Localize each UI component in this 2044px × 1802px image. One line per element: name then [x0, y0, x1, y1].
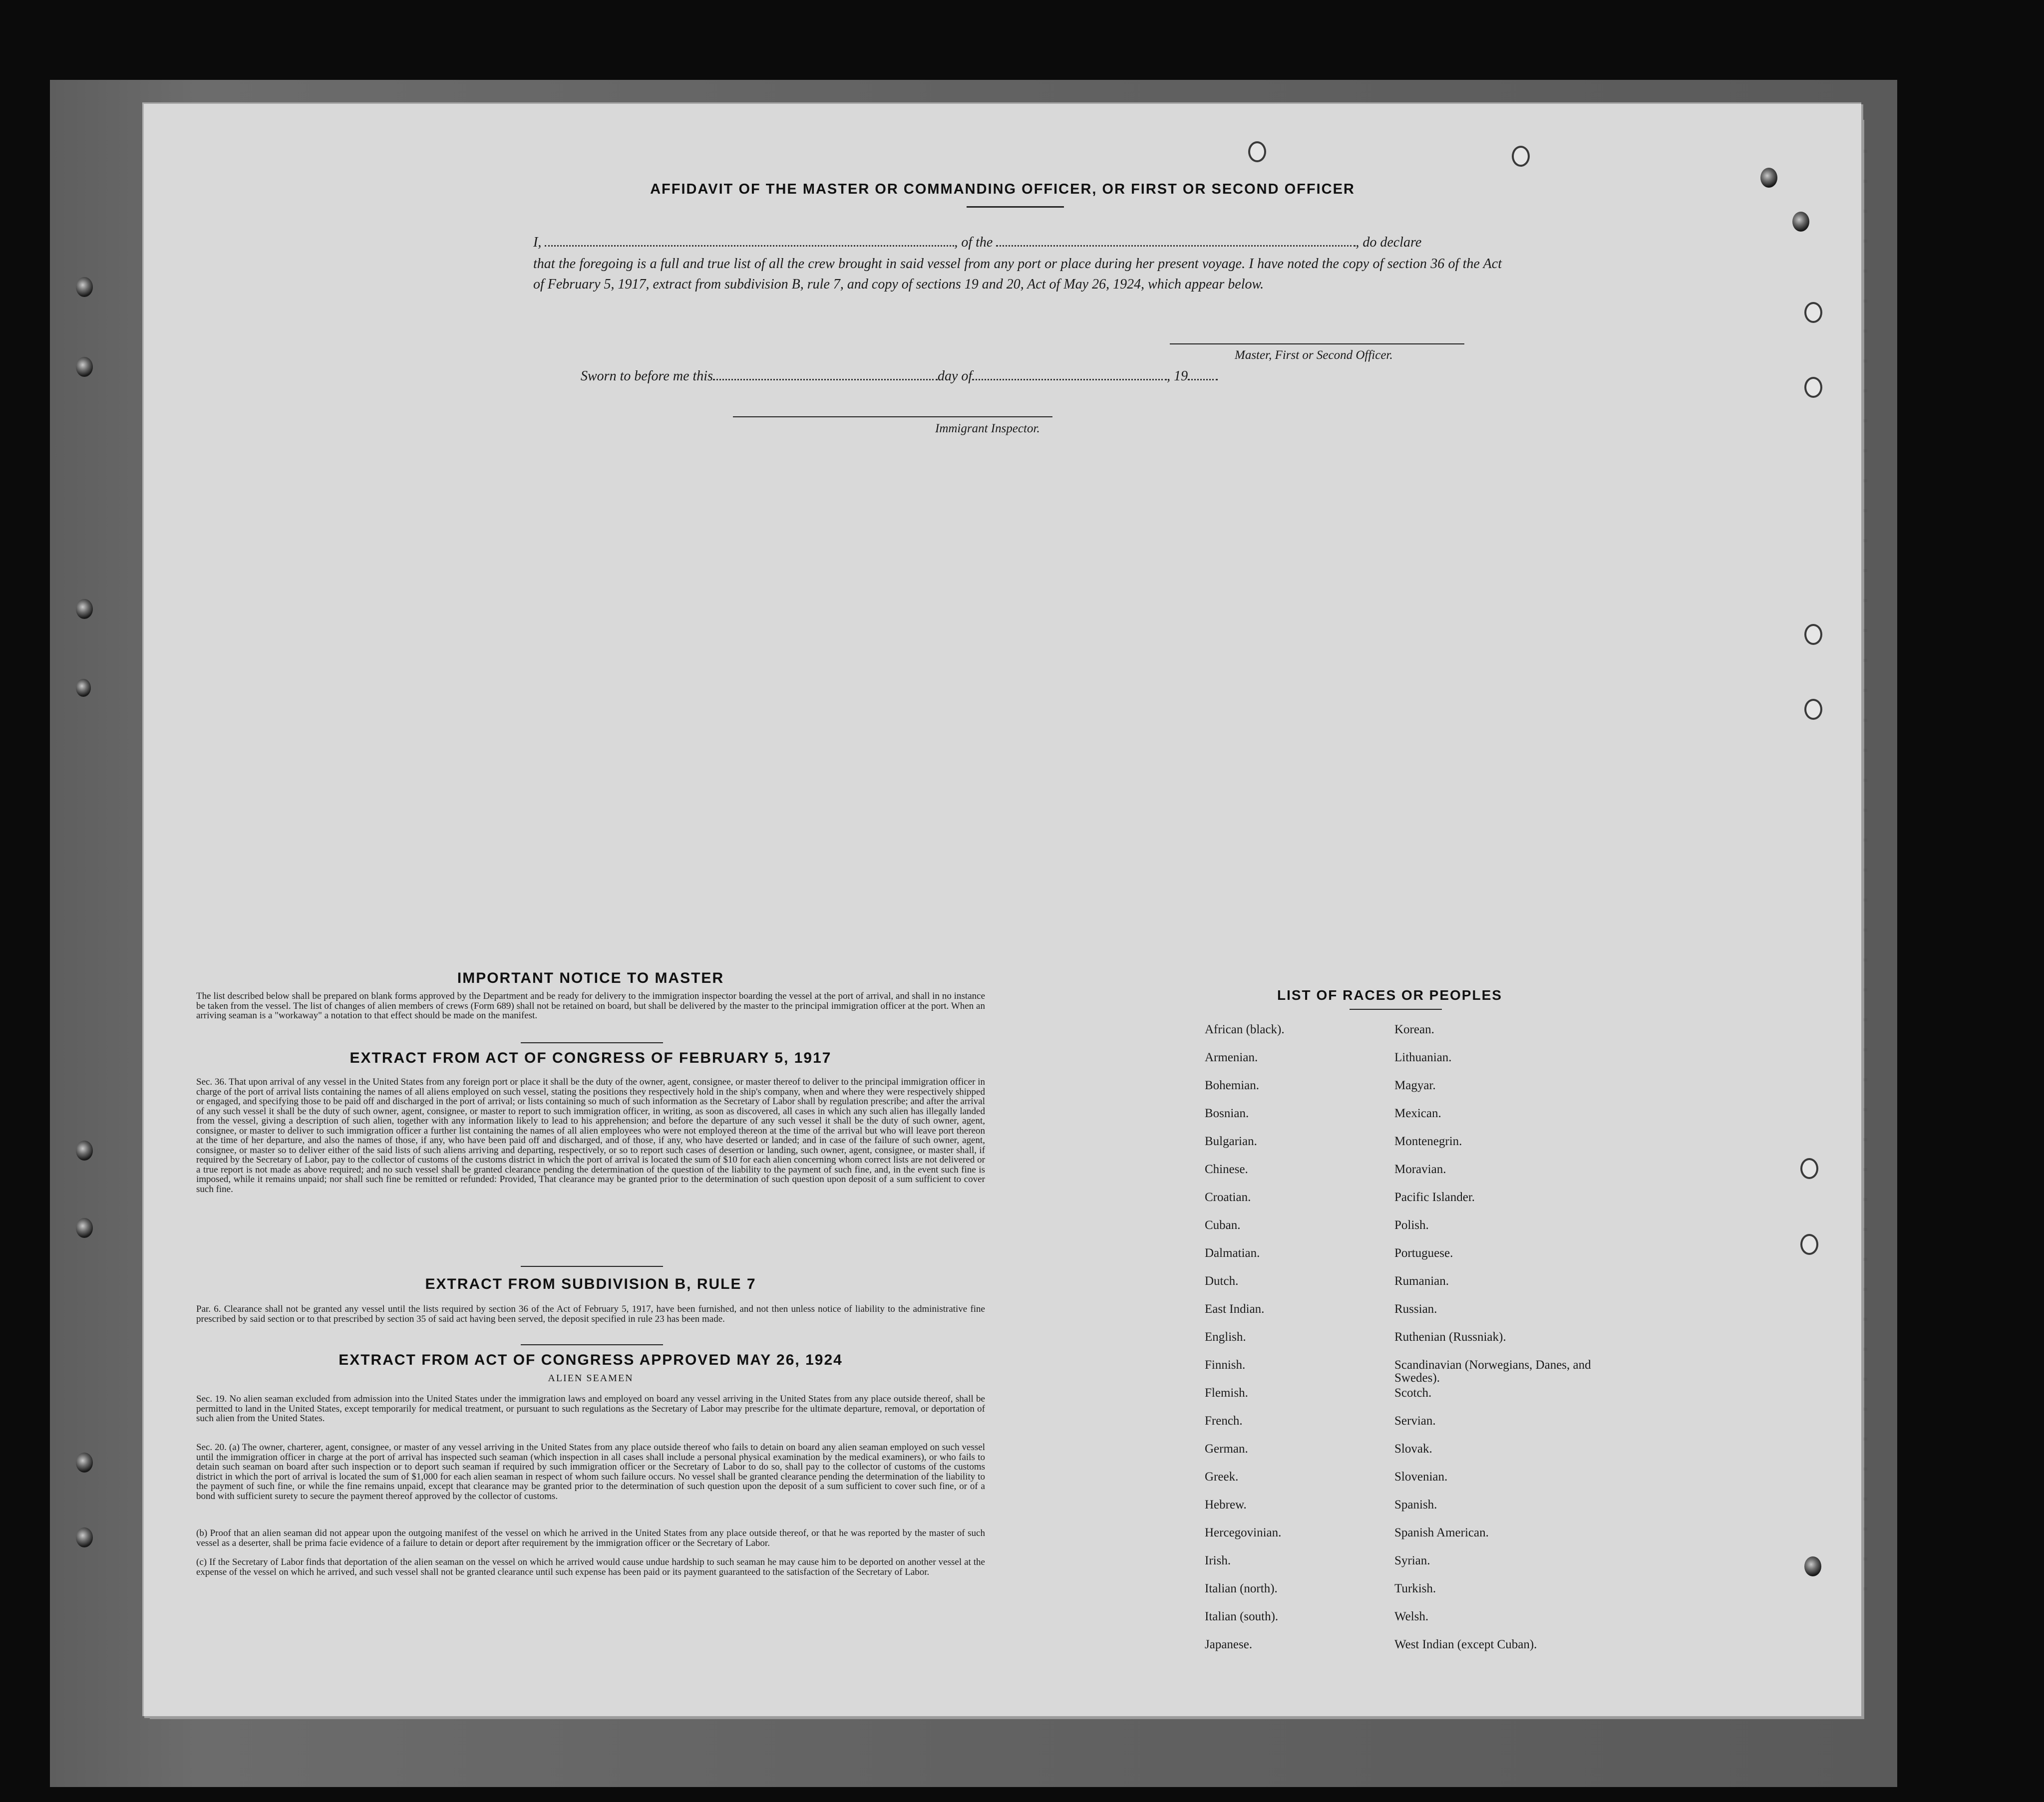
race-item: Welsh.: [1394, 1610, 1429, 1623]
race-item: Bosnian.: [1205, 1107, 1249, 1120]
manifest-back-page: [142, 102, 1861, 1716]
races-left-column: [1205, 1023, 1374, 1666]
race-item: Irish.: [1205, 1554, 1231, 1567]
extract-1917-text: Sec. 36. That upon arrival of any vessel in the United States from any foreign port or place it shall be the duty of the owner, agent, consignee, or master thereof to deliver to the principal immigration officer in charge of the port of arrival lists containing the names of all aliens employed on such vessel, stating the positions they respectively hold in the ship's company, when and where they were respectively shipped or engaged, and specifying those to be paid off and discharged in the port of arrival; or lists containing so much of such information as the Secretary of Labor shall by regulation prescribe; and after the arrival of any such vessel it shall be the duty of such owner, agent, consignee, or master to report to such immigration officer, in writing, as soon as discovered, all cases in which any such alien has illegally landed from the vessel, giving a description of such alien, together with any information likely to lead to his apprehension; and before the departure of any such vessel it shall be the duty of such owner, agent, consignee, or master to deliver to such immigration officer a further list containing the names of all alien employees who were not employed thereon at the time of the arrival but who will leave port thereon at the time of her departure, and also the names of those, if any, who have been paid off and discharged, and of those, if any, who have deserted or landed; and in case of the failure of such owner, agent, consignee, or master so to deliver either of the said lists of such aliens arriving and departing, respectively, or so to report such cases of desertion or landing, such owner, agent, consignee, or master shall, if required by the Secretary of Labor, pay to the collector of customs of the customs district in which the port of arrival is located the sum of $10 for each alien concerning whom correct lists are not delivered or a true report is not made as above required; and no such vessel shall be granted clearance pending the determination of the question of the liability to the payment of such fine, and, in the event such fine is imposed, while it remains unpaid; nor shall such fine be remitted or refunded: Provided, That clearance may be granted prior to the determination of such question upon deposit of a sum sufficient to cover such fine.: [196, 1077, 985, 1195]
race-item: Mexican.: [1394, 1107, 1441, 1120]
race-item: West Indian (except Cuban).: [1394, 1638, 1537, 1651]
race-item: Slovak.: [1394, 1442, 1432, 1456]
punch-hole: [76, 277, 93, 297]
races-title: LIST OF RACES OR PEOPLES: [1277, 987, 1502, 1003]
sworn-prefix: Sworn to before me this: [581, 368, 713, 384]
race-item: Syrian.: [1394, 1554, 1430, 1567]
punch-hole: [1800, 1158, 1818, 1179]
divider: [521, 1042, 663, 1043]
race-item: Slovenian.: [1394, 1470, 1448, 1484]
race-item: Finnish.: [1205, 1358, 1246, 1372]
rule-7-text: Par. 6. Clearance shall not be granted any vessel until the lists required by section 36 of the Act of February 5, 1917, have been furnished, and not then unless notice of liability to the administrative fine prescribed by said section or to that prescribed by section 35 of said act having been served, the deposit specified in rule 23 has been made.: [196, 1304, 985, 1324]
race-item: Armenian.: [1205, 1051, 1258, 1064]
punch-hole: [76, 1218, 93, 1238]
race-item: English.: [1205, 1330, 1246, 1344]
punch-hole: [1804, 624, 1822, 645]
sworn-year: , 19: [1167, 368, 1188, 384]
punch-hole: [76, 599, 93, 619]
master-signature-line[interactable]: [1170, 343, 1464, 344]
race-item: French.: [1205, 1414, 1243, 1428]
race-item: Bulgarian.: [1205, 1135, 1257, 1148]
rule-7-title: EXTRACT FROM SUBDIVISION B, RULE 7: [425, 1276, 756, 1292]
punch-hole: [76, 357, 93, 377]
section-19-text: Sec. 19. No alien seaman excluded from admission into the United States under the immigration laws and employed on board any vessel arriving in the United States from any place outside thereof, shall be permitted to land in the United States, except temporarily for medical treatment, or pursuant to such regulations as the Secretary of Labor may prescribe for the ultimate departure, removal, or deportation of such alien from the United States.: [196, 1394, 985, 1424]
race-item: Chinese.: [1205, 1163, 1248, 1176]
punch-hole: [1792, 212, 1809, 232]
race-item: Cuban.: [1205, 1218, 1241, 1232]
section-20c-text: (c) If the Secretary of Labor finds that deportation of the alien seaman on the vessel on which he arrived would cause undue hardship to such seaman he may cause him to be deported on another vessel at the expense of the vessel on which he arrived, and such vessel shall not be granted clearance until such expense has been paid or its payment guaranteed to the satisfaction of the Secretary of Labor.: [196, 1557, 985, 1577]
divider: [521, 1266, 663, 1267]
race-item: Russian.: [1394, 1302, 1437, 1316]
punch-hole: [1804, 1556, 1821, 1576]
punch-hole: [76, 1527, 93, 1547]
race-item: Scotch.: [1394, 1386, 1432, 1400]
punch-hole: [1804, 302, 1822, 323]
punch-hole: [1804, 377, 1822, 398]
races-right-column: [1394, 1023, 1609, 1666]
race-item: Portuguese.: [1394, 1246, 1453, 1260]
affidavit-title: AFFIDAVIT OF THE MASTER OR COMMANDING OFFICER, OR FIRST OR SECOND OFFICER: [650, 181, 1355, 197]
race-item: Flemish.: [1205, 1386, 1248, 1400]
race-item: Bohemian.: [1205, 1079, 1260, 1092]
sworn-year-blank[interactable]: [1188, 379, 1218, 380]
race-item: Dalmatian.: [1205, 1246, 1260, 1260]
race-item: Magyar.: [1394, 1079, 1436, 1092]
race-item: East Indian.: [1205, 1302, 1265, 1316]
race-item: Dutch.: [1205, 1274, 1239, 1288]
race-item: Korean.: [1394, 1023, 1434, 1036]
master-signature-label: Master, First or Second Officer.: [1235, 348, 1393, 362]
divider: [521, 1344, 663, 1345]
race-item: Italian (south).: [1205, 1610, 1279, 1623]
race-item: African (black).: [1205, 1023, 1285, 1036]
sworn-day-of: day of: [937, 368, 973, 384]
vessel-blank[interactable]: [996, 245, 1356, 247]
punch-hole: [1760, 168, 1777, 188]
race-item: Croatian.: [1205, 1191, 1251, 1204]
races-title-underline: [1350, 1009, 1442, 1010]
inspector-label: Immigrant Inspector.: [935, 422, 1040, 435]
punch-hole: [76, 1453, 93, 1473]
race-item: Hebrew.: [1205, 1498, 1247, 1511]
notice-text: The list described below shall be prepared on blank forms approved by the Department and be ready for delivery to the immigration inspector boarding the vessel at the port of arrival, and shall in no instance be taken from the vessel. The list of changes of alien members of crews (Form 689) shall not be retained on board, but shall be delivered by the master to the principal immigration officer at the port. When an arriving seaman is a "workaway" a notation to that effect should be made on the manifest.: [196, 991, 985, 1021]
affidavit-of-the: , of the: [954, 235, 993, 250]
extract-1924-title: EXTRACT FROM ACT OF CONGRESS APPROVED MAY 26, 1924: [339, 1352, 843, 1368]
race-item: Servian.: [1394, 1414, 1436, 1428]
race-item: German.: [1205, 1442, 1248, 1456]
affidavit-i: I,: [533, 235, 542, 250]
section-20a-text: Sec. 20. (a) The owner, charterer, agent, consignee, or master of any vessel arriving in the United States from any place outside thereof who fails to detain on board any alien seaman employed on such vessel until the immigration officer in charge at the port of arrival has inspected such seaman (which inspection in all cases shall include a personal physical examination by the medical examiners), or who fails to detain such seaman on board after such inspection or to deport such seaman if required by such immigration officer or the Secretary of Labor to do so, shall pay to the collector of customs of the customs district in which the port of arrival is located the sum of $1,000 for each alien seaman in respect of whom such failure occurs. No vessel shall be granted clearance pending the determination of the liability to the payment of such fine, or while the fine remains unpaid, except that clearance may be granted prior to the determination of such question upon the deposit of a sum sufficient to cover such fine, or of a bond with sufficient surety to secure the payment thereof approved by the collector of customs.: [196, 1442, 985, 1502]
race-item: Spanish American.: [1394, 1526, 1489, 1539]
name-blank[interactable]: [545, 245, 954, 247]
race-item: Montenegrin.: [1394, 1135, 1462, 1148]
race-item: Spanish.: [1394, 1498, 1437, 1511]
race-item: Lithuanian.: [1394, 1051, 1452, 1064]
section-20b-text: (b) Proof that an alien seaman did not appear upon the outgoing manifest of the vessel on which he arrived in the United States from any place outside thereof, or that he was reported by the master of such vessel as a deserter, shall be prima facie evidence of a failure to detain or deport after requirement by the immigration officer or the Secretary of Labor.: [196, 1528, 985, 1548]
race-item: Scandinavian (Norwegians, Danes, and Swedes).: [1394, 1358, 1591, 1385]
race-item: Japanese.: [1205, 1638, 1253, 1651]
race-item: Polish.: [1394, 1218, 1429, 1232]
affidavit-first-line: [533, 235, 1632, 251]
race-item: Italian (north).: [1205, 1582, 1278, 1595]
punch-hole: [1804, 699, 1822, 720]
punch-hole: [1512, 146, 1530, 167]
inspector-signature-line[interactable]: [733, 416, 1052, 417]
sworn-day-blank[interactable]: [713, 379, 938, 380]
affidavit-text: that the foregoing is a full and true list of all the crew brought in said vessel from any port or place during her present voyage. I have noted the copy of section 36 of the Act of February 5, 1917, extract from subdivision B, rule 7, and copy of sections 19 and 20, Act of May 26, 1924, which appear below.: [533, 256, 1502, 292]
punch-hole: [76, 679, 91, 697]
sworn-line: [581, 368, 1330, 384]
alien-seamen-subtitle: ALIEN SEAMEN: [548, 1373, 634, 1384]
notice-title: IMPORTANT NOTICE TO MASTER: [457, 970, 724, 986]
race-item: Turkish.: [1394, 1582, 1436, 1595]
punch-hole: [76, 1141, 93, 1161]
sworn-month-blank[interactable]: [972, 379, 1167, 380]
extract-1917-title: EXTRACT FROM ACT OF CONGRESS OF FEBRUARY 5, 1917: [349, 1050, 832, 1066]
title-underline: [967, 206, 1064, 208]
race-item: Ruthenian (Russniak).: [1394, 1330, 1506, 1344]
race-item: Hercegovinian.: [1205, 1526, 1282, 1539]
affidavit-declare: , do declare: [1356, 235, 1422, 250]
punch-hole: [1800, 1234, 1818, 1255]
race-item: Pacific Islander.: [1394, 1191, 1475, 1204]
race-item: Greek.: [1205, 1470, 1239, 1484]
race-item: Moravian.: [1394, 1163, 1446, 1176]
punch-hole: [1248, 141, 1266, 162]
race-item: Rumanian.: [1394, 1274, 1449, 1288]
